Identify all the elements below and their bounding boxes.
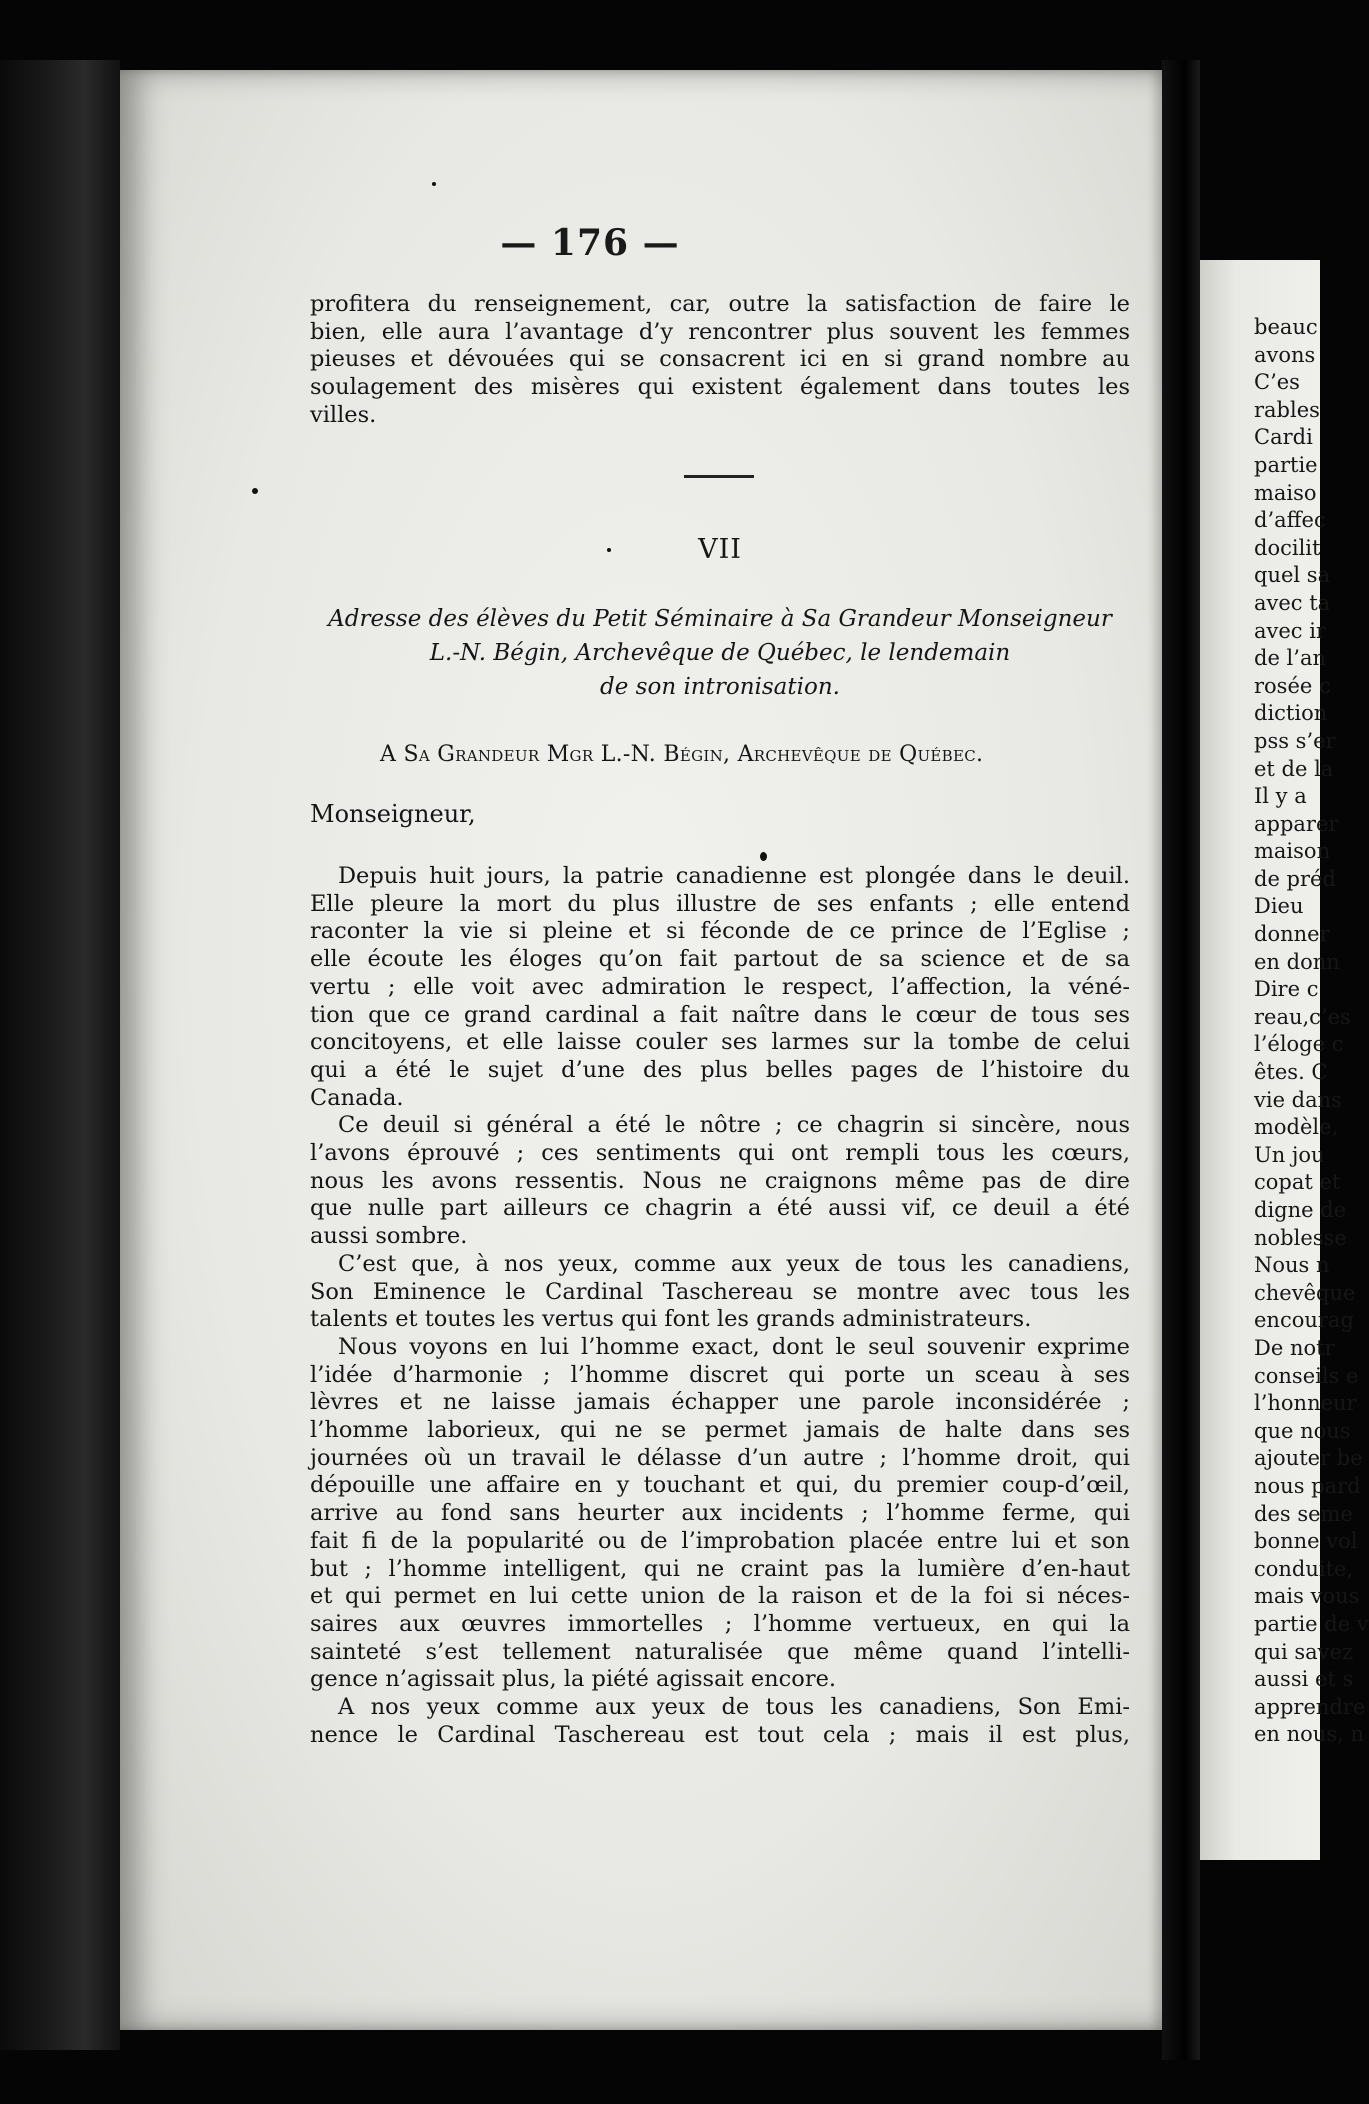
facing-page-line: maiso	[1254, 480, 1317, 505]
facing-page-line: conseils e	[1254, 1363, 1359, 1388]
facing-page-line: vie dans	[1254, 1087, 1342, 1112]
facing-page-line: conduite,	[1254, 1556, 1354, 1581]
intro-line: pieuses et dévouées qui se consacrent ici en si grand nombre au	[310, 346, 1130, 373]
facing-page-line: de l’an	[1254, 646, 1326, 671]
body-line: arrive au fond sans heurter aux incidents ; l’homme ferme, qui	[310, 1500, 1130, 1527]
section-title-line: de son intronisation.	[600, 674, 840, 700]
page-number: — 176 —	[500, 222, 680, 264]
facing-page-line: avec ir	[1254, 618, 1327, 643]
facing-page-line: docilit	[1254, 535, 1321, 560]
facing-page-line: rosée c	[1254, 673, 1331, 698]
body-line: nous les avons ressentis. Nous ne craignons même pas de dire	[310, 1167, 1130, 1194]
body-line: fait fi de la popularité ou de l’improbation placée entre lui et son	[310, 1527, 1130, 1554]
body-line: vertu ; elle voit avec admiration le respect, l’affection, la véné-	[310, 973, 1130, 1000]
facing-page-line: noblesse	[1254, 1225, 1347, 1250]
facing-page-line: des seme	[1254, 1501, 1353, 1526]
facing-page-line: nous pard	[1254, 1473, 1361, 1498]
facing-page-line: avec ta	[1254, 590, 1331, 615]
facing-page-line: modèle,	[1254, 1115, 1339, 1140]
body-line: Nous voyons en lui l’homme exact, dont le seul souvenir exprime	[338, 1333, 1130, 1360]
page-gutter	[1162, 60, 1200, 2060]
facing-page-line: De notr	[1254, 1335, 1335, 1360]
facing-page-line: maison	[1254, 839, 1331, 864]
facing-page-line: C’es	[1254, 370, 1300, 395]
body-line: Ce deuil si général a été le nôtre ; ce chagrin si sincère, nous	[338, 1112, 1130, 1139]
facing-page-line: êtes. C	[1254, 1060, 1328, 1085]
scan-speck	[252, 488, 258, 494]
facing-page-line: apparer	[1254, 811, 1339, 836]
body-line: l’idée d’harmonie ; l’homme discret qui porte un sceau à ses	[310, 1361, 1130, 1388]
body-line: qui a été le sujet d’une des plus belles pages de l’histoire du	[310, 1056, 1130, 1083]
facing-page-line: d’affec	[1254, 508, 1326, 533]
intro-line: soulagement des misères qui existent également dans toutes les	[310, 374, 1130, 401]
section-divider	[684, 475, 754, 478]
body-line: C’est que, à nos yeux, comme aux yeux de tous les canadiens,	[338, 1250, 1130, 1277]
body-line: gence n’agissait plus, la piété agissait encore.	[310, 1666, 837, 1693]
facing-page-line: Un jou	[1254, 1142, 1325, 1167]
facing-page-line: et de la	[1254, 756, 1334, 781]
scan-speck	[432, 182, 436, 186]
body-line: sainteté s’est tellement naturalisée que même quand l’intelli-	[310, 1638, 1130, 1665]
facing-page-line: mais vous	[1254, 1584, 1360, 1609]
body-line: Depuis huit jours, la patrie canadienne est plongée dans le deuil.	[338, 863, 1130, 889]
intro-paragraph	[310, 291, 1130, 430]
body-line: que nulle part ailleurs ce chagrin a été aussi vif, ce deuil a été	[310, 1195, 1130, 1222]
facing-page-lines	[1252, 314, 1369, 1749]
greeting: Monseigneur,	[310, 800, 476, 828]
facing-page-line: beauc	[1254, 315, 1318, 339]
body-line: raconter la vie si pleine et si féconde de ce prince de l’Eglise ;	[310, 918, 1130, 945]
facing-page-line: avons	[1254, 342, 1316, 367]
facing-page-line: encourag	[1254, 1308, 1354, 1333]
facing-page-line: ajouter be	[1254, 1446, 1363, 1471]
facing-page-line: apprendre	[1254, 1694, 1366, 1719]
facing-page-line: diction	[1254, 701, 1328, 726]
body-line: aussi sombre.	[310, 1223, 468, 1250]
intro-line: profitera du renseignement, car, outre la satisfaction de faire le	[310, 291, 1130, 317]
facing-page-line: reau,c’es	[1254, 1004, 1351, 1029]
book-binding-edge	[0, 60, 120, 2050]
address-heading: A Sa Grandeur Mgr L.-N. Bégin, Archevêque de Québec.	[380, 742, 984, 767]
body-line: tion que ce grand cardinal a fait naître dans le cœur de tous ses	[310, 1001, 1130, 1028]
facing-page-line: de préd	[1254, 866, 1336, 891]
section-number: VII	[698, 534, 742, 565]
body-line: l’avons éprouvé ; ces sentiments qui ont rempli tous les cœurs,	[310, 1140, 1130, 1167]
body-line: lèvres et ne laisse jamais échapper une parole inconsidérée ;	[310, 1389, 1130, 1416]
facing-page-line: partie de v	[1254, 1611, 1369, 1636]
intro-line: villes.	[310, 401, 377, 428]
facing-page-line: en nous, n	[1254, 1722, 1364, 1747]
body-line: Son Eminence le Cardinal Taschereau se montre avec tous les	[310, 1278, 1130, 1305]
facing-page-line: Il y a	[1254, 784, 1307, 809]
facing-page-line: copat et	[1254, 1170, 1341, 1195]
facing-page-line: Cardi	[1254, 425, 1313, 450]
body-line: dépouille une affaire en y touchant et qui, du premier coup-d’œil,	[310, 1472, 1130, 1499]
facing-page-line: partie	[1254, 452, 1318, 477]
body-text	[310, 863, 1130, 1750]
scan-speck	[607, 548, 611, 552]
scan-speck	[760, 852, 767, 861]
body-line: Canada.	[310, 1084, 404, 1111]
section-title-line: Adresse des élèves du Petit Séminaire à Sa Grandeur Monseigneur	[328, 606, 1112, 632]
body-line: nence le Cardinal Taschereau est tout cela ; mais il est plus,	[310, 1721, 1130, 1748]
facing-page-line: bonne vol	[1254, 1529, 1358, 1554]
facing-page-line: Dire c	[1254, 977, 1319, 1002]
facing-page-line: donner	[1254, 922, 1330, 947]
facing-page-line: Dieu	[1254, 894, 1304, 919]
facing-page-line: rables	[1254, 397, 1320, 422]
facing-page-line: chevêque	[1254, 1280, 1356, 1305]
facing-page-line: aussi et s	[1254, 1667, 1354, 1692]
body-line: et qui permet en lui cette union de la raison et de la foi si néces-	[310, 1583, 1130, 1610]
facing-page-line: l’éloge c	[1254, 1032, 1344, 1057]
facing-page-line: qui savez	[1254, 1639, 1354, 1664]
facing-page-line: quel sa	[1254, 563, 1331, 588]
facing-page-line: Nous n	[1254, 1253, 1330, 1278]
body-line: A nos yeux comme aux yeux de tous les canadiens, Son Emi-	[338, 1694, 1130, 1721]
facing-page-line: pss s’er	[1254, 728, 1336, 753]
section-title	[300, 602, 1140, 704]
facing-page-line: que nous	[1254, 1418, 1351, 1443]
section-title-line: L.-N. Bégin, Archevêque de Québec, le lendemain	[429, 640, 1011, 666]
body-line: but ; l’homme intelligent, qui ne craint pas la lumière d’en-haut	[310, 1555, 1130, 1582]
body-line: concitoyens, et elle laisse couler ses larmes sur la tombe de celui	[310, 1029, 1130, 1056]
facing-page-line: en donn	[1254, 949, 1340, 974]
facing-page-fragment	[1200, 260, 1369, 1860]
body-line: saires aux œuvres immortelles ; l’homme vertueux, en qui la	[310, 1610, 1130, 1637]
intro-line: bien, elle aura l’avantage d’y rencontrer plus souvent les femmes	[310, 318, 1130, 345]
body-line: elle écoute les éloges qu’on fait partout de sa science et de sa	[310, 946, 1130, 973]
facing-page-line: digne de	[1254, 1198, 1347, 1222]
body-line: Elle pleure la mort du plus illustre de ses enfants ; elle entend	[310, 890, 1130, 917]
body-line: l’homme laborieux, qui ne se permet jamais de halte dans ses	[310, 1417, 1130, 1444]
body-line: journées où un travail le délasse d’un autre ; l’homme droit, qui	[310, 1444, 1130, 1471]
facing-page-line: l’honneur	[1254, 1391, 1357, 1416]
body-line: talents et toutes les vertus qui font les grands administrateurs.	[310, 1306, 1032, 1333]
